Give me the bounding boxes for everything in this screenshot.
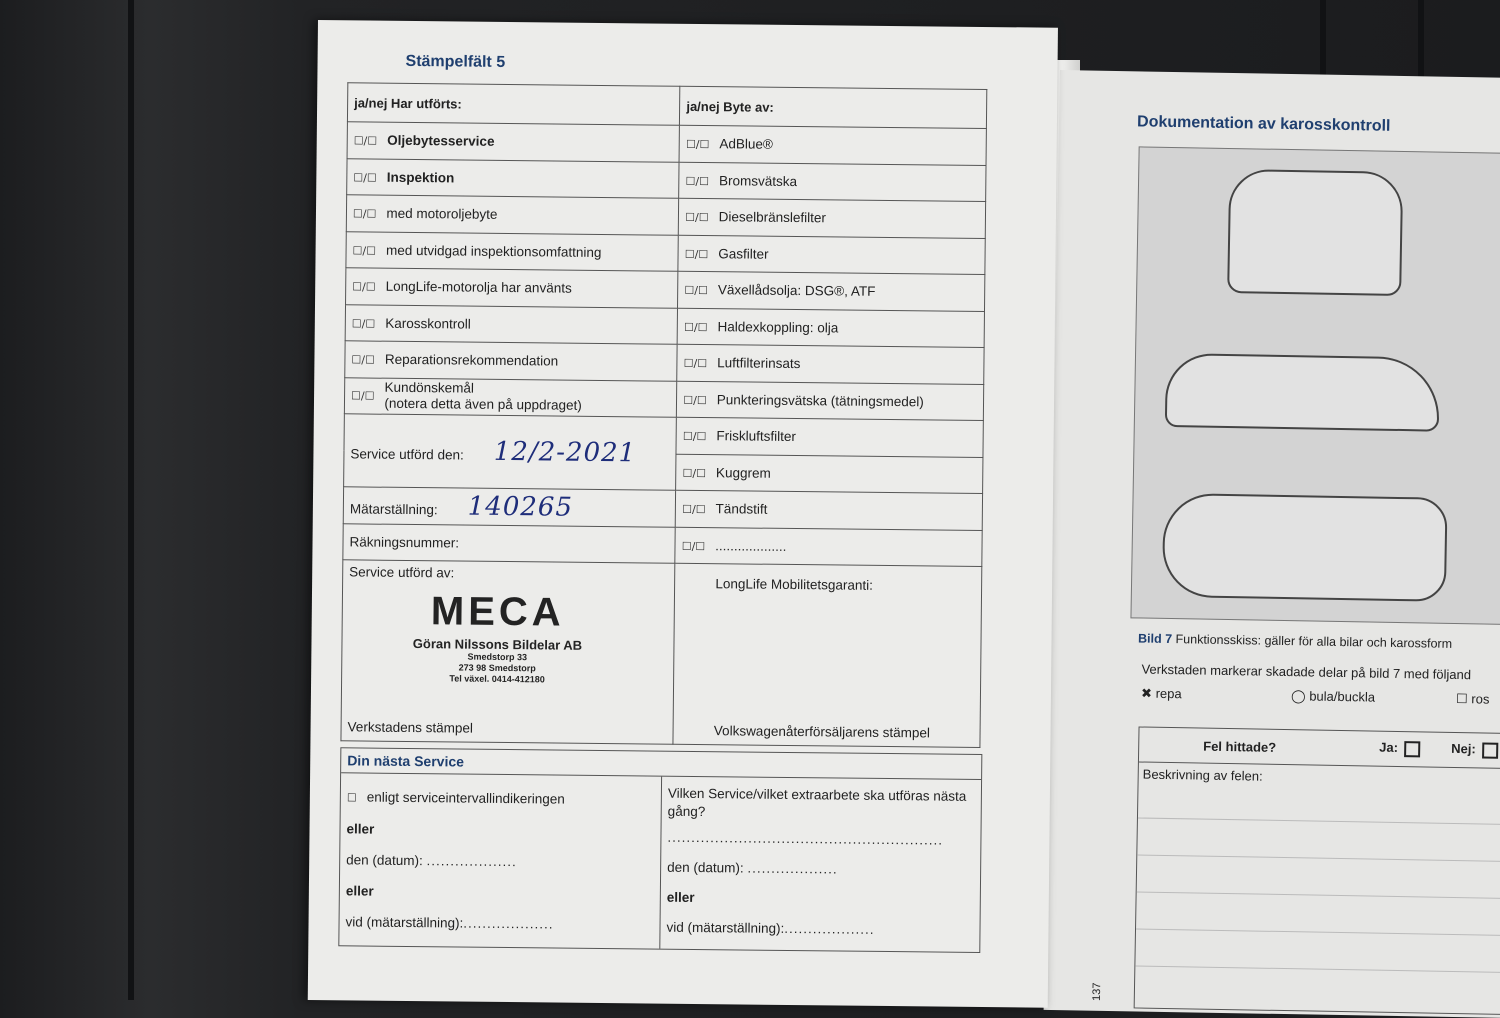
marking-legend: [1141, 685, 1500, 707]
legend-rust: ☐ ros: [1455, 691, 1490, 707]
figure-caption: Bild 7 Funktionsskiss: gäller för alla bilar och karossform: [1137, 631, 1453, 651]
table-row: ☐/☐ LongLife-motorolja har använts ☐/☐ Växellådsolja: DSG®, ATF: [346, 268, 985, 311]
page-number: 137: [1090, 982, 1104, 1002]
checkbox-icon[interactable]: ☐/☐: [353, 134, 378, 148]
invoice-label: Räkningsnummer:: [343, 523, 676, 563]
no-checkbox[interactable]: [1482, 742, 1498, 758]
form-title: Stämpelfält 5: [405, 52, 506, 71]
fault-yes: Ja:: [1379, 740, 1420, 757]
marking-instruction: Verkstaden markerar skadade delar på bild 7 med följand: [1141, 661, 1472, 683]
next-service-box: [338, 747, 982, 953]
seat-seam: [128, 0, 134, 1000]
fault-box: [1134, 726, 1500, 1015]
next-service-left: ☐ enligt serviceintervallindikeringen eller den (datum): ................... eller vid (mätarställning):...................: [345, 789, 565, 932]
date-label: Service utförd den:: [350, 446, 464, 463]
checkbox-icon[interactable]: ☐/☐: [682, 503, 706, 517]
meca-logo: MECA: [430, 589, 565, 635]
right-page: [1044, 70, 1500, 1018]
checkbox-icon[interactable]: ☐/☐: [352, 244, 377, 258]
stamp-row: [341, 560, 982, 748]
table-row: ☐/☐ Inspektion ☐/☐ Bromsvätska: [347, 158, 986, 201]
checkbox-icon[interactable]: ☐/☐: [684, 284, 708, 298]
table-row: ☐/☐ Kundönskemål (notera detta även på uppdraget) ☐/☐ Punkteringsvätska (tätningsmedel): [344, 377, 983, 420]
car-top-view: [1162, 493, 1448, 602]
workshop-stamp-label: Verkstadens stämpel: [347, 719, 473, 736]
checkbox-icon[interactable]: ☐/☐: [682, 466, 707, 480]
fault-header: [1139, 727, 1500, 769]
table-row: ☐/☐ med motoroljebyte ☐/☐ Dieselbränslefilter: [346, 195, 985, 238]
service-by-label: Service utförd av:: [349, 564, 455, 581]
fault-question: Fel hittade?: [1203, 738, 1277, 755]
date-row: Service utförd den: 12/2-2021 ☐/☐ Friskluftsfilter: [344, 414, 983, 457]
checkbox-icon[interactable]: ☐/☐: [682, 430, 707, 444]
checkbox-icon[interactable]: ☐: [346, 791, 357, 805]
table-row: ☐/☐ med utvidgad inspektionsomfattning ☐/☐ Gasfilter: [346, 231, 985, 274]
checkbox-icon[interactable]: ☐/☐: [685, 211, 709, 225]
checkbox-icon[interactable]: ☐/☐: [681, 539, 706, 553]
dealer-stamp-label: Volkswagenåterförsäljarens stämpel: [713, 723, 931, 741]
checkbox-icon[interactable]: ☐/☐: [351, 353, 375, 367]
checkbox-icon[interactable]: ☐/☐: [685, 138, 710, 152]
table-row: ☐/☐ Kuggrem: [344, 450, 983, 493]
checkbox-icon[interactable]: ☐/☐: [684, 320, 708, 334]
body-check-title: Dokumentation av karosskontroll: [1136, 113, 1391, 135]
legend-dent: ◯ bula/buckla: [1290, 688, 1376, 705]
checkbox-icon[interactable]: ☐/☐: [351, 317, 376, 331]
longlife-label: LongLife Mobilitetsgaranti:: [715, 576, 874, 593]
service-table: [340, 82, 987, 748]
mileage-handwritten[interactable]: 140265: [467, 491, 574, 523]
car-rear-view: [1227, 169, 1403, 296]
fault-no: Nej:: [1451, 741, 1498, 758]
header-done: ja/nej Har utförts:: [347, 83, 680, 125]
workshop-stamp: MECA Göran Nilssons Bildelar AB Smedstorp 33 273 98 Smedstorp Tel växel. 0414-412180: [392, 589, 603, 686]
car-side-view: [1165, 353, 1440, 432]
date-handwritten[interactable]: 12/2-2021: [493, 436, 637, 469]
table-row: ☐/☐ Oljebytesservice ☐/☐ AdBlue®: [347, 122, 986, 165]
next-service-title: Din nästa Service: [341, 748, 981, 780]
left-page: [308, 20, 1058, 1008]
checkbox-icon[interactable]: ☐/☐: [352, 207, 377, 221]
checkbox-icon[interactable]: ☐/☐: [683, 357, 708, 371]
checkbox-icon[interactable]: ☐/☐: [684, 247, 709, 261]
mileage-label: Mätarställning:: [349, 501, 438, 518]
checkbox-icon[interactable]: ☐/☐: [685, 174, 710, 188]
checkbox-icon[interactable]: ☐/☐: [353, 171, 377, 185]
fault-desc-label: Beskrivning av felen:: [1142, 766, 1263, 784]
mileage-row: Mätarställning: 140265 ☐/☐ Tändstift: [343, 487, 982, 530]
checkbox-icon[interactable]: ☐/☐: [352, 280, 376, 294]
header-replaced: ja/nej Byte av:: [680, 86, 987, 128]
yes-checkbox[interactable]: [1404, 741, 1420, 757]
invoice-row: Räkningsnummer: ☐/☐ ...................: [343, 523, 982, 566]
stamp-form: [338, 52, 987, 953]
checkbox-icon[interactable]: ☐/☐: [350, 389, 375, 403]
table-row: ☐/☐ Reparationsrekommendation ☐/☐ Luftfilterinsats: [345, 341, 984, 384]
car-diagram: [1130, 146, 1500, 625]
checkbox-icon[interactable]: ☐/☐: [683, 393, 707, 407]
next-service-right: Vilken Service/vilket extraarbete ska utföras nästa gång? .......................................................... den (datum): ................... eller vid (mätarställning):...................: [659, 777, 981, 952]
table-row: ☐/☐ Karosskontroll ☐/☐ Haldexkoppling: olja: [345, 304, 984, 347]
legend-scratch: ✖ repa: [1141, 685, 1182, 702]
fault-line: [1135, 929, 1500, 973]
